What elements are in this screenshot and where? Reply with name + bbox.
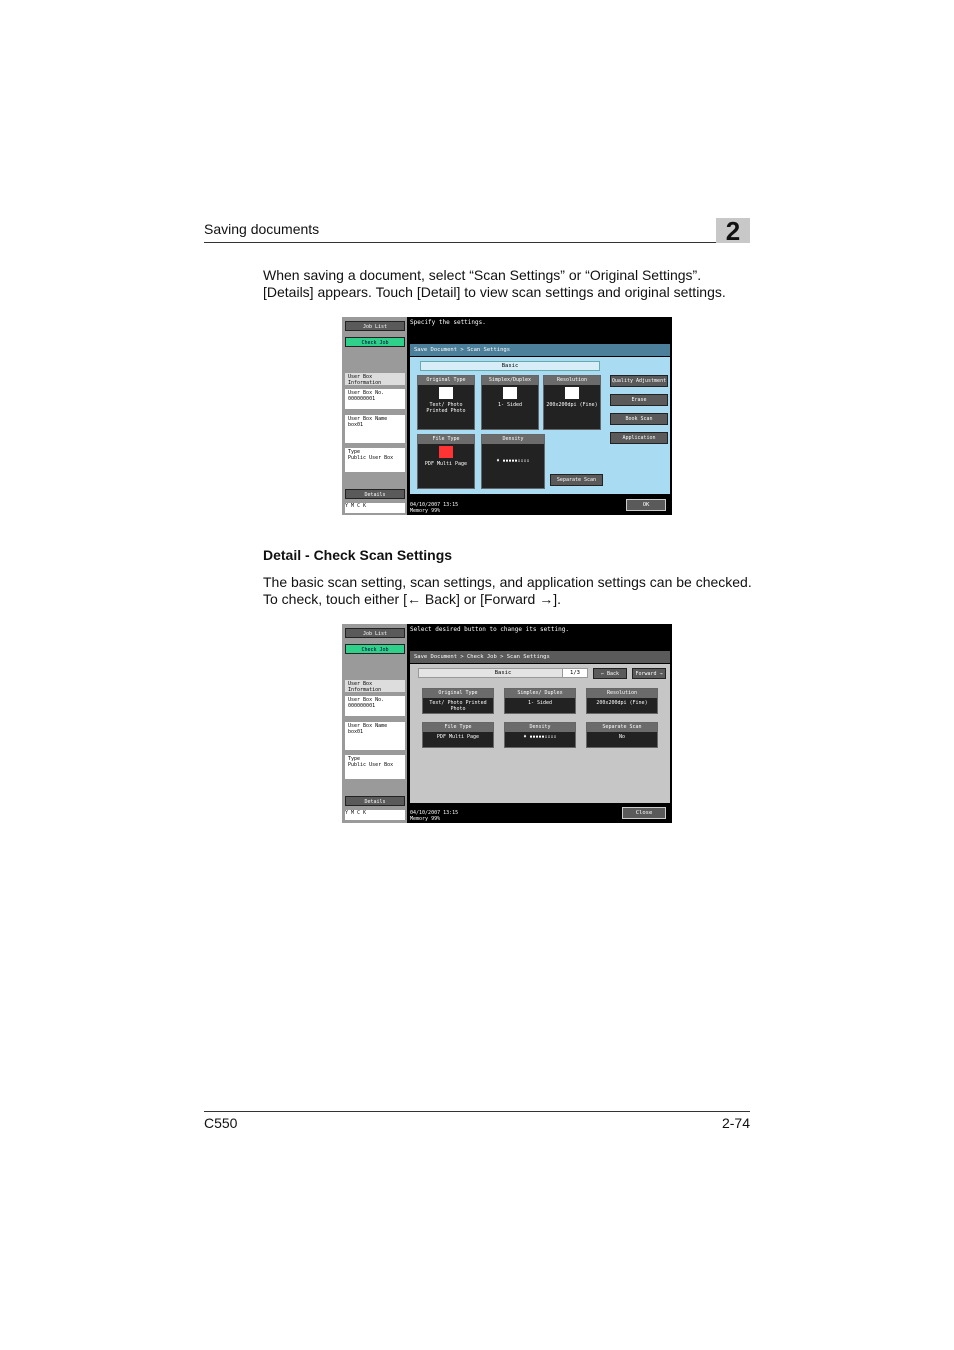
tile-resolution[interactable] <box>586 688 658 714</box>
density-scale-icon: ♦ ▪▪▪▪▪▫▫▫▫ <box>523 734 557 740</box>
tile-resolution[interactable] <box>543 375 601 430</box>
tile-simplex-duplex[interactable] <box>481 375 539 430</box>
quality-adjustment-button[interactable]: Quality Adjustment <box>610 375 668 387</box>
box-name-label: User Box Name <box>348 416 388 422</box>
toner-indicator: Y M C K <box>345 810 405 820</box>
type-label: Type <box>348 756 361 762</box>
checker-icon <box>565 387 579 399</box>
tile-title: Resolution <box>544 376 600 385</box>
type-field <box>345 755 405 779</box>
breadcrumb: Save Document > Check Job > Scan Settings <box>410 651 670 663</box>
erase-button[interactable]: Erase <box>610 394 668 406</box>
tile-separate-scan[interactable] <box>586 722 658 748</box>
box-name-value: box01 <box>348 729 364 735</box>
check-job-button[interactable]: Check Job <box>345 337 405 347</box>
box-name-field <box>345 722 405 750</box>
tile-value: Text/ Photo Printed Photo <box>429 700 487 712</box>
side-panel <box>342 317 407 515</box>
application-button[interactable]: Application <box>610 432 668 444</box>
box-name-field <box>345 415 405 443</box>
job-list-button[interactable]: Job List <box>345 628 405 638</box>
settings-panel <box>410 664 670 803</box>
memory: Memory 99% <box>410 816 441 822</box>
side-panel <box>342 624 407 823</box>
tile-title: Density <box>505 723 575 732</box>
close-button[interactable]: Close <box>622 807 666 819</box>
screenshot-scan-settings <box>342 317 672 515</box>
header-rule <box>204 242 750 243</box>
memory: Memory 99% <box>410 508 441 514</box>
settings-panel <box>410 357 670 494</box>
density-scale-icon: ♦ ▪▪▪▪▪▫▫▫▫ <box>496 458 530 464</box>
tile-value: No <box>618 734 626 740</box>
tile-title: File Type <box>418 435 474 444</box>
type-value: Public User Box <box>348 455 394 461</box>
datetime: 04/10/2007 13:15 <box>410 810 459 816</box>
tile-title: File Type <box>423 723 493 732</box>
status-bar <box>410 810 458 822</box>
tile-title: Original Type <box>423 689 493 698</box>
separate-scan-button[interactable]: Separate Scan <box>550 474 603 486</box>
tile-original-type[interactable] <box>417 375 475 430</box>
type-value: Public User Box <box>348 762 394 768</box>
box-no-value: 000000001 <box>348 396 376 402</box>
box-no-value: 000000001 <box>348 703 376 709</box>
tile-file-type[interactable] <box>422 722 494 748</box>
tile-title: Simplex/ Duplex <box>505 689 575 698</box>
section-title: Saving documents <box>204 221 320 237</box>
footer-rule <box>204 1111 750 1112</box>
forward-button[interactable]: Forward → <box>632 668 666 679</box>
box-name-value: box01 <box>348 422 364 428</box>
intro-paragraph: When saving a document, select “Scan Settings” or “Original Settings”. [Details] appears. Touch [Detail] to view scan settings and original settings. <box>263 267 726 300</box>
basic-tab: Basic <box>418 668 588 678</box>
page-indicator: 1/3 <box>562 668 588 678</box>
tile-title: Resolution <box>587 689 657 698</box>
type-field <box>345 448 405 472</box>
footer-model: C550 <box>204 1115 238 1131</box>
box-no-label: User Box No. <box>348 697 385 703</box>
tile-value: 200x200dpi (Fine) <box>546 402 598 408</box>
message: Specify the settings. <box>410 319 486 326</box>
tile-original-type[interactable] <box>422 688 494 714</box>
subheading: Detail - Check Scan Settings <box>263 547 453 563</box>
breadcrumb: Save Document > Scan Settings <box>410 344 670 356</box>
details-button[interactable]: Details <box>345 489 405 499</box>
tile-density[interactable] <box>481 434 545 489</box>
check-job-button[interactable]: Check Job <box>345 644 405 654</box>
tile-value: Text/ Photo Printed Photo <box>426 402 466 414</box>
message: Select desired button to change its setting. <box>410 626 569 633</box>
chapter-number: 2 <box>725 216 741 246</box>
back-button[interactable]: ← Back <box>593 668 627 679</box>
basic-tab[interactable]: Basic <box>420 361 600 371</box>
screenshot-check-scan-settings <box>342 624 672 823</box>
ok-button[interactable]: OK <box>626 499 666 511</box>
body-paragraph: The basic scan setting, scan settings, and application settings can be checked. To check, touch either [← Back] or [Forward →]. <box>263 574 752 607</box>
tile-value: 200x200dpi (Fine) <box>596 700 648 706</box>
footer-page-number: 2-74 <box>721 1115 750 1131</box>
pdf-icon <box>439 446 453 458</box>
box-no-field <box>345 696 405 716</box>
document-icon <box>439 387 453 399</box>
book-scan-button[interactable]: Book Scan <box>610 413 668 425</box>
tile-value: PDF Multi Page <box>436 734 480 740</box>
tile-title: Simplex/Duplex <box>482 376 538 385</box>
tile-value: 1- Sided <box>527 700 553 706</box>
box-no-label: User Box No. <box>348 390 385 396</box>
user-box-info: User Box Information <box>345 373 405 385</box>
type-label: Type <box>348 449 361 455</box>
tile-value: 1- Sided <box>497 402 523 408</box>
tile-title: Original Type <box>418 376 474 385</box>
tile-title: Separate Scan <box>587 723 657 732</box>
pages-icon <box>503 387 517 399</box>
datetime: 04/10/2007 13:15 <box>410 502 459 508</box>
box-no-field <box>345 389 405 409</box>
user-box-info: User Box Information <box>345 680 405 692</box>
tile-value: PDF Multi Page <box>424 461 468 467</box>
status-bar <box>410 502 458 514</box>
toner-indicator: Y M C K <box>345 503 405 513</box>
tile-file-type[interactable] <box>417 434 475 489</box>
tile-title: Density <box>482 435 544 444</box>
job-list-button[interactable]: Job List <box>345 321 405 331</box>
tile-simplex-duplex[interactable] <box>504 688 576 714</box>
box-name-label: User Box Name <box>348 723 388 729</box>
tile-density[interactable] <box>504 722 576 748</box>
details-button[interactable]: Details <box>345 796 405 806</box>
